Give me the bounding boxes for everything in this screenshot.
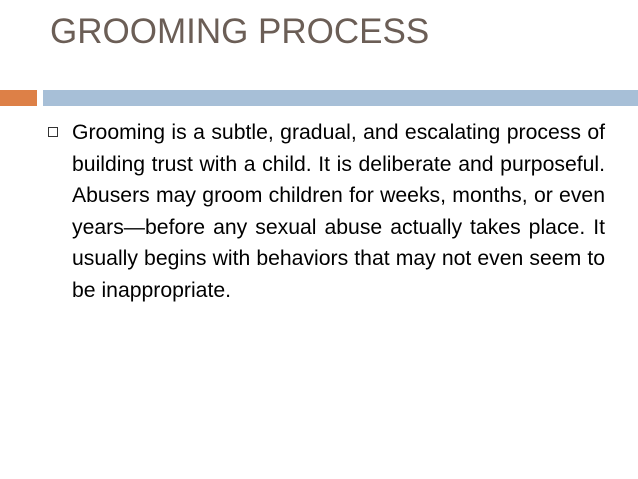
square-bullet-icon (48, 127, 58, 137)
title-divider-bar (43, 90, 638, 106)
slide-title: GROOMING PROCESS (50, 12, 430, 51)
bullet-text: Grooming is a subtle, gradual, and escalating process of building trust with a child. It is deliberate and purposeful. Abusers may groom children for weeks, months, or even years—before any sexual abuse actually takes place. It usually begins with behaviors that may not even seem to be inappropriate. (72, 121, 605, 302)
title-divider-accent (0, 90, 37, 106)
